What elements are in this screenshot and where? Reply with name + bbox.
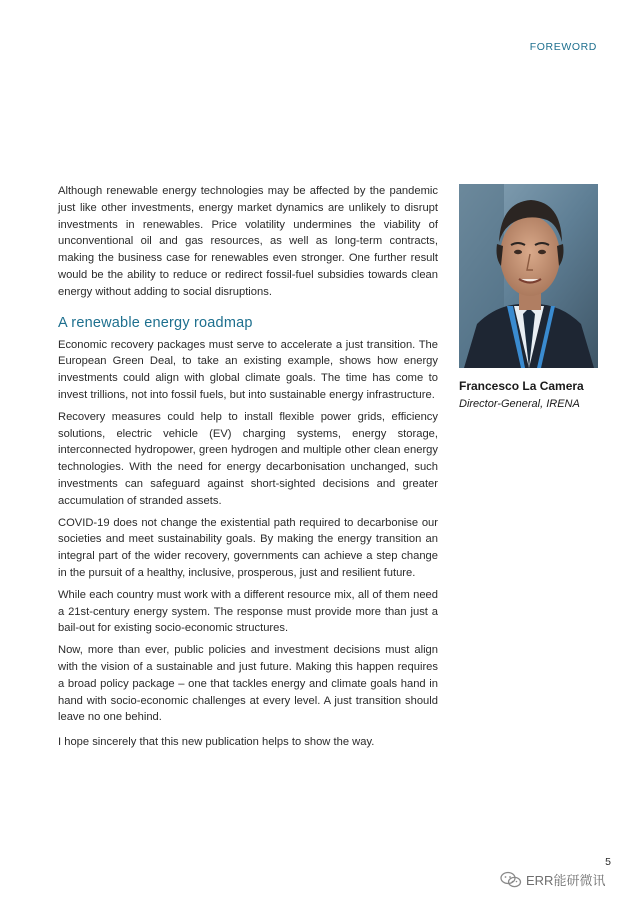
body-paragraph: While each country must work with a different resource mix, all of them need a 21st-century energy system. The response must provide more than just a bail-out for existing socio-economic structures.: [58, 588, 438, 635]
section-heading: A renewable energy roadmap: [58, 314, 253, 331]
wechat-icon: [500, 871, 522, 889]
watermark-text: ERR能研微讯: [526, 873, 606, 888]
closing-paragraph: I hope sincerely that this new publication helps to show the way.: [58, 736, 375, 749]
section-label: FOREWORD: [529, 41, 597, 53]
intro-paragraph: Although renewable energy technologies may be affected by the pandemic just like other investments, energy market dynamics are unlikely to disrupt investments in renewables. Price volatility undermines the viability of unconventional oil and gas resources, as well as long-term contracts, making the business case for renewables even stronger. One further result would be the ability to reduce or redirect fossil-fuel subsidies towards clean energy without adding to social disruptions.: [58, 185, 438, 298]
portrait-photo: [459, 184, 598, 368]
body-paragraph: Economic recovery packages must serve to accelerate a just transition. The European Green Deal, to take an existing example, shows how energy investments could align with global climate goals. The time has come to invest trillions, not into fossil fuels, but into sustainable energy infrastructure.: [58, 338, 438, 401]
signatory-name: Francesco La Camera: [459, 379, 584, 393]
page-number: 5: [605, 856, 611, 868]
body-paragraph: COVID-19 does not change the existential path required to decarbonise our societies and meet sustainability goals. By making the energy transition an integral part of the wider recovery, governments can achieve a step change in the pursuit of a healthy, inclusive, prosperous, just and resilient future.: [58, 516, 438, 579]
watermark: [500, 870, 605, 889]
signatory-title: Director-General, IRENA: [459, 398, 580, 410]
body-paragraph: Recovery measures could help to install flexible power grids, efficiency solutions, electric vehicle (EV) charging systems, energy storage, interconnected hydropower, green hydrogen and multiple other clean energy technologies. With the need for energy decarbonisation unchanged, such investments can safeguard against short-sighted decisions and greater accumulation of stranded assets.: [58, 410, 438, 507]
body-paragraph: Now, more than ever, public policies and investment decisions must align with the vision of a sustainable and just future. Making this happen requires a broad policy package – one that tackles energy and climate goals hand in hand with socio-economic challenges at every level. A just transition should leave no one behind.: [58, 644, 438, 724]
main-text-column: [58, 183, 438, 756]
